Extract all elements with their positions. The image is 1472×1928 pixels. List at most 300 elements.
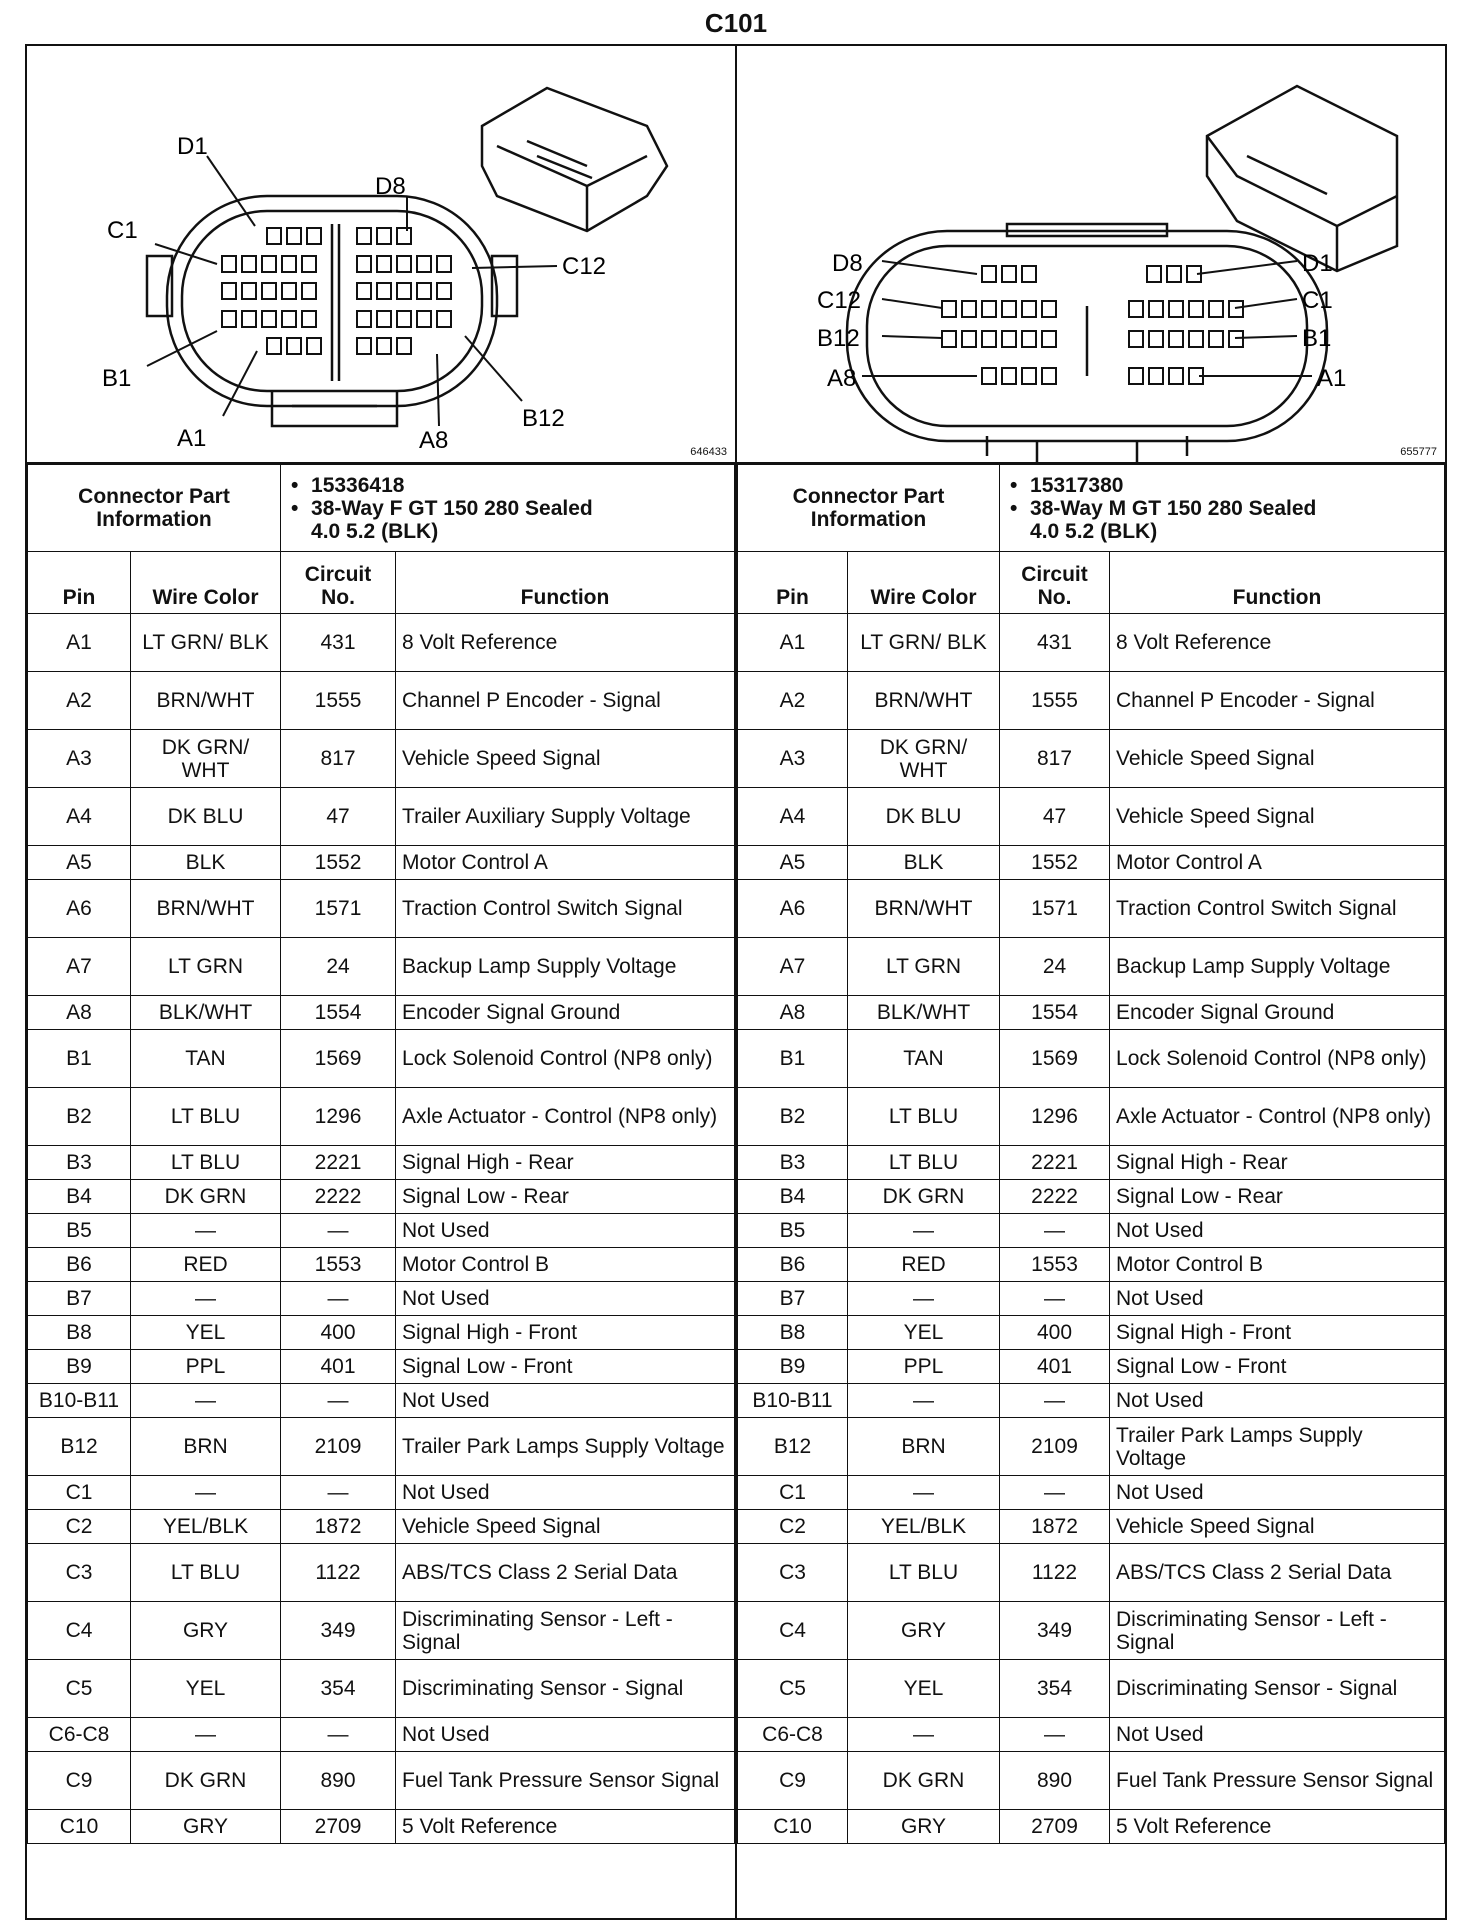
table-row (738, 730, 1445, 788)
circuit-cell: 1872 (1000, 1510, 1110, 1544)
function-cell: Vehicle Speed Signal (396, 730, 735, 788)
table-row (738, 846, 1445, 880)
pin-cavity (1189, 331, 1203, 347)
function-cell: Encoder Signal Ground (396, 996, 735, 1030)
circuit-cell: 1571 (281, 880, 396, 938)
wire-color-cell: BRN/WHT (131, 672, 281, 730)
circuit-cell: 401 (1000, 1350, 1110, 1384)
circuit-cell: 2222 (281, 1180, 396, 1214)
wire-color-cell: YEL (131, 1316, 281, 1350)
circuit-cell: — (1000, 1476, 1110, 1510)
pin-cavity (1002, 368, 1016, 384)
pin-cell: B12 (28, 1418, 131, 1476)
header-pin: Pin (738, 552, 848, 614)
pin-cell: C6-C8 (738, 1718, 848, 1752)
wire-color-cell: BRN (848, 1418, 1000, 1476)
female-connector-drawing (27, 46, 735, 462)
figure-number-right: 655777 (1400, 446, 1437, 458)
function-cell: Signal Low - Front (1110, 1350, 1445, 1384)
circuit-cell: 2221 (1000, 1146, 1110, 1180)
pin-cell: C2 (738, 1510, 848, 1544)
wire-color-cell: LT BLU (848, 1544, 1000, 1602)
label-b1-m: B1 (1302, 325, 1332, 352)
pin-cavity (1209, 331, 1223, 347)
function-cell: Motor Control B (1110, 1248, 1445, 1282)
function-cell: Motor Control B (396, 1248, 735, 1282)
pin-cell: B2 (738, 1088, 848, 1146)
pin-cell: B5 (738, 1214, 848, 1248)
pin-cavity (282, 311, 296, 327)
table-row (28, 1248, 735, 1282)
pin-cell: B4 (738, 1180, 848, 1214)
circuit-cell: 1296 (1000, 1088, 1110, 1146)
connector-part-info (1000, 465, 1445, 552)
pin-cell: C4 (28, 1602, 131, 1660)
function-cell: Discriminating Sensor - Signal (1110, 1660, 1445, 1718)
wire-color-cell: YEL (131, 1660, 281, 1718)
pin-cavity (287, 228, 301, 244)
pin-cavity (282, 283, 296, 299)
female-pin-cavities (222, 228, 451, 354)
pin-cavity (1129, 301, 1143, 317)
table-row (28, 1316, 735, 1350)
pin-cavity (982, 368, 996, 384)
function-cell: Vehicle Speed Signal (396, 1510, 735, 1544)
table-row (738, 1752, 1445, 1810)
function-cell: Motor Control A (1110, 846, 1445, 880)
pin-cell: B6 (28, 1248, 131, 1282)
wire-color-cell: LT BLU (848, 1146, 1000, 1180)
table-row (738, 996, 1445, 1030)
pin-cell: A2 (28, 672, 131, 730)
circuit-cell: 1555 (281, 672, 396, 730)
circuit-cell: 47 (281, 788, 396, 846)
circuit-cell: 1569 (1000, 1030, 1110, 1088)
pin-cavity (1022, 331, 1036, 347)
pinout-rows-male (738, 614, 1445, 1844)
wire-color-cell: — (131, 1384, 281, 1418)
table-row (28, 1282, 735, 1316)
label-c12-m: C12 (817, 287, 862, 314)
table-row (28, 1544, 735, 1602)
wire-color-cell: YEL/BLK (131, 1510, 281, 1544)
pin-cavity (1149, 331, 1163, 347)
function-cell: Traction Control Switch Signal (396, 880, 735, 938)
table-row (738, 1384, 1445, 1418)
pin-cell: A7 (738, 938, 848, 996)
circuit-cell: 400 (281, 1316, 396, 1350)
wire-color-cell: DK GRN/ WHT (848, 730, 1000, 788)
label-c1: C1 (107, 217, 138, 244)
pin-cell: B3 (28, 1146, 131, 1180)
table-row (28, 1810, 735, 1844)
pin-cell: B4 (28, 1180, 131, 1214)
function-cell: Discriminating Sensor - Signal (396, 1660, 735, 1718)
wire-color-cell: DK GRN (131, 1752, 281, 1810)
circuit-cell: 1872 (281, 1510, 396, 1544)
pin-cell: A1 (28, 614, 131, 672)
pin-cavity (1149, 301, 1163, 317)
wire-color-cell: — (131, 1214, 281, 1248)
part-description: • 38-Way F GT 150 280 Sealed (311, 497, 728, 520)
pin-cavity (1149, 368, 1163, 384)
circuit-cell: 24 (1000, 938, 1110, 996)
wire-color-cell: YEL (848, 1660, 1000, 1718)
label-d1: D1 (177, 133, 208, 160)
pin-cavity (982, 331, 996, 347)
pin-cell: B10-B11 (28, 1384, 131, 1418)
pin-cell: B8 (28, 1316, 131, 1350)
connector-part-label: Connector Part Information (738, 465, 1000, 552)
wire-color-cell: LT BLU (131, 1544, 281, 1602)
wire-color-cell: LT GRN/ BLK (131, 614, 281, 672)
pin-cavity (1002, 331, 1016, 347)
figure-number-left: 646433 (690, 446, 727, 458)
pin-cell: A5 (738, 846, 848, 880)
table-row (738, 938, 1445, 996)
pin-cavity (1042, 331, 1056, 347)
pin-cell: A4 (28, 788, 131, 846)
table-row (738, 1660, 1445, 1718)
function-cell: Not Used (1110, 1282, 1445, 1316)
pin-cavity (397, 228, 411, 244)
pin-cavity (262, 283, 276, 299)
function-cell: Fuel Tank Pressure Sensor Signal (1110, 1752, 1445, 1810)
pin-cavity (1169, 331, 1183, 347)
function-cell: Signal High - Front (396, 1316, 735, 1350)
pin-cell: A1 (738, 614, 848, 672)
wire-color-cell: — (131, 1718, 281, 1752)
table-row (28, 1214, 735, 1248)
wire-color-cell: LT BLU (848, 1088, 1000, 1146)
pin-cell: B10-B11 (738, 1384, 848, 1418)
pin-cavity (377, 338, 391, 354)
table-row (28, 1146, 735, 1180)
pin-cell: B5 (28, 1214, 131, 1248)
wire-color-cell: BRN/WHT (848, 672, 1000, 730)
pin-cell: A4 (738, 788, 848, 846)
circuit-cell: 1554 (281, 996, 396, 1030)
wire-color-cell: BRN/WHT (848, 880, 1000, 938)
part-spec: 4.0 5.2 (BLK) (311, 519, 439, 543)
pin-cavity (962, 301, 976, 317)
part-description: • 38-Way M GT 150 280 Sealed (1030, 497, 1438, 520)
table-row (28, 614, 735, 672)
pinout-table-male-container (737, 464, 1445, 1920)
pin-cavity (267, 338, 281, 354)
male-connector-drawing (737, 46, 1443, 462)
wire-color-cell: BRN (131, 1418, 281, 1476)
function-cell: Channel P Encoder - Signal (1110, 672, 1445, 730)
wire-color-cell: BRN/WHT (131, 880, 281, 938)
pin-cavity (1229, 301, 1243, 317)
pin-cavity (417, 283, 431, 299)
circuit-cell: 2221 (281, 1146, 396, 1180)
pin-cell: C9 (738, 1752, 848, 1810)
function-cell: Not Used (1110, 1476, 1445, 1510)
function-cell: Backup Lamp Supply Voltage (396, 938, 735, 996)
function-cell: ABS/TCS Class 2 Serial Data (396, 1544, 735, 1602)
pin-cell: A6 (28, 880, 131, 938)
function-cell: Not Used (396, 1214, 735, 1248)
table-row (738, 1248, 1445, 1282)
table-row (28, 938, 735, 996)
pin-cavity (397, 311, 411, 327)
pin-cavity (222, 311, 236, 327)
pin-cavity (962, 331, 976, 347)
table-row (738, 1350, 1445, 1384)
pin-cell: A3 (738, 730, 848, 788)
pin-cavity (357, 283, 371, 299)
header-circuit-no: Circuit No. (1000, 552, 1110, 614)
circuit-cell: 2709 (281, 1810, 396, 1844)
function-cell: Trailer Auxiliary Supply Voltage (396, 788, 735, 846)
pin-cavity (397, 283, 411, 299)
table-row (738, 1476, 1445, 1510)
function-cell: Not Used (396, 1476, 735, 1510)
wire-color-cell: LT BLU (131, 1146, 281, 1180)
pinout-rows-female (28, 614, 735, 1844)
wire-color-cell: GRY (848, 1602, 1000, 1660)
pin-cavity (222, 256, 236, 272)
function-cell: 8 Volt Reference (1110, 614, 1445, 672)
pin-cell: C2 (28, 1510, 131, 1544)
pin-cavity (1229, 331, 1243, 347)
label-c1-m: C1 (1302, 287, 1333, 314)
header-function: Function (396, 552, 735, 614)
header-circuit-no: Circuit No. (281, 552, 396, 614)
function-cell: Not Used (1110, 1384, 1445, 1418)
function-cell: 5 Volt Reference (396, 1810, 735, 1844)
wire-color-cell: BLK/WHT (848, 996, 1000, 1030)
pin-cell: B12 (738, 1418, 848, 1476)
pin-cavity (437, 311, 451, 327)
pin-cavity (942, 331, 956, 347)
wire-color-cell: — (848, 1214, 1000, 1248)
label-d1-m: D1 (1302, 250, 1333, 277)
wire-color-cell: YEL/BLK (848, 1510, 1000, 1544)
circuit-cell: — (1000, 1282, 1110, 1316)
wire-color-cell: — (131, 1476, 281, 1510)
pin-cell: A8 (28, 996, 131, 1030)
circuit-cell: 2222 (1000, 1180, 1110, 1214)
table-row (28, 1718, 735, 1752)
circuit-cell: — (281, 1214, 396, 1248)
pin-cavity (982, 266, 996, 282)
pin-cavity (942, 301, 956, 317)
table-row (28, 880, 735, 938)
wire-color-cell: — (131, 1282, 281, 1316)
pin-cavity (1169, 368, 1183, 384)
label-d8: D8 (375, 173, 406, 200)
function-cell: Vehicle Speed Signal (1110, 730, 1445, 788)
connector-part-label: Connector Part Information (28, 465, 281, 552)
pin-cavity (357, 256, 371, 272)
pin-cavity (1022, 301, 1036, 317)
circuit-cell: 1569 (281, 1030, 396, 1088)
header-function: Function (1110, 552, 1445, 614)
pinout-table-female-container (27, 464, 737, 1920)
pin-cavity (1189, 301, 1203, 317)
pin-cell: A6 (738, 880, 848, 938)
wire-color-cell: — (848, 1282, 1000, 1316)
pin-cavity (262, 311, 276, 327)
connector-part-info-row (28, 465, 735, 552)
pin-cavity (397, 256, 411, 272)
wire-color-cell: BLK (131, 846, 281, 880)
pin-cavity (302, 311, 316, 327)
wire-color-cell: BLK/WHT (131, 996, 281, 1030)
wire-color-cell: YEL (848, 1316, 1000, 1350)
pin-cavity (982, 301, 996, 317)
label-d8-m: D8 (832, 250, 863, 277)
circuit-cell: — (1000, 1214, 1110, 1248)
pin-cavity (397, 338, 411, 354)
page-title: C101 (704, 8, 768, 38)
function-cell: Fuel Tank Pressure Sensor Signal (396, 1752, 735, 1810)
male-pin-cavities (942, 266, 1243, 384)
pin-cell: B2 (28, 1088, 131, 1146)
table-row (28, 1350, 735, 1384)
function-cell: Signal Low - Front (396, 1350, 735, 1384)
part-spec: 4.0 5.2 (BLK) (1030, 519, 1158, 543)
circuit-cell: 1553 (281, 1248, 396, 1282)
table-row (738, 672, 1445, 730)
pin-cavity (267, 228, 281, 244)
table-header-row (738, 552, 1445, 614)
circuit-cell: 1553 (1000, 1248, 1110, 1282)
connector-part-info (281, 465, 735, 552)
wire-color-cell: — (848, 1718, 1000, 1752)
connector-part-info-row (738, 465, 1445, 552)
pin-cavity (1169, 301, 1183, 317)
table-row (738, 788, 1445, 846)
wire-color-cell: RED (131, 1248, 281, 1282)
table-row (28, 672, 735, 730)
part-number: • 15336418 (311, 474, 728, 497)
pin-cell: B6 (738, 1248, 848, 1282)
pin-cavity (1002, 301, 1016, 317)
function-cell: Discriminating Sensor - Left - Signal (396, 1602, 735, 1660)
function-cell: ABS/TCS Class 2 Serial Data (1110, 1544, 1445, 1602)
table-row (738, 880, 1445, 938)
table-row (738, 1810, 1445, 1844)
function-cell: Encoder Signal Ground (1110, 996, 1445, 1030)
header-wire-color: Wire Color (848, 552, 1000, 614)
pin-cell: C1 (738, 1476, 848, 1510)
function-cell: Signal High - Rear (396, 1146, 735, 1180)
circuit-cell: 1555 (1000, 672, 1110, 730)
table-row (738, 1718, 1445, 1752)
pin-cell: B7 (738, 1282, 848, 1316)
label-a8: A8 (419, 427, 449, 454)
circuit-cell: — (281, 1476, 396, 1510)
function-cell: Not Used (396, 1282, 735, 1316)
wire-color-cell: DK GRN (848, 1752, 1000, 1810)
pin-cell: C3 (28, 1544, 131, 1602)
table-row (28, 788, 735, 846)
pin-cell: C10 (738, 1810, 848, 1844)
wire-color-cell: LT GRN (131, 938, 281, 996)
wire-color-cell: RED (848, 1248, 1000, 1282)
table-row (28, 1510, 735, 1544)
function-cell: Traction Control Switch Signal (1110, 880, 1445, 938)
wire-color-cell: — (848, 1384, 1000, 1418)
pinout-table-male (737, 464, 1445, 1844)
wire-color-cell: DK GRN (848, 1180, 1000, 1214)
circuit-cell: 354 (281, 1660, 396, 1718)
pin-cell: B3 (738, 1146, 848, 1180)
connector-diagram-female (27, 46, 737, 464)
table-row (28, 1752, 735, 1810)
function-cell: Signal Low - Rear (1110, 1180, 1445, 1214)
pin-cell: C5 (28, 1660, 131, 1718)
function-cell: Axle Actuator - Control (NP8 only) (1110, 1088, 1445, 1146)
table-header-row (28, 552, 735, 614)
circuit-cell: 1552 (1000, 846, 1110, 880)
wire-color-cell: TAN (131, 1030, 281, 1088)
pin-cell: B9 (738, 1350, 848, 1384)
circuit-cell: 1552 (281, 846, 396, 880)
pin-cavity (1042, 301, 1056, 317)
pin-cavity (262, 256, 276, 272)
pin-cell: C9 (28, 1752, 131, 1810)
circuit-cell: 817 (1000, 730, 1110, 788)
circuit-cell: 401 (281, 1350, 396, 1384)
pin-cavity (377, 256, 391, 272)
function-cell: Signal High - Front (1110, 1316, 1445, 1350)
pin-cell: B1 (28, 1030, 131, 1088)
connector-sheet (25, 44, 1447, 1920)
circuit-cell: 354 (1000, 1660, 1110, 1718)
circuit-cell: 2109 (281, 1418, 396, 1476)
table-row (738, 1602, 1445, 1660)
table-row (738, 1030, 1445, 1088)
header-wire-color: Wire Color (131, 552, 281, 614)
wire-color-cell: PPL (131, 1350, 281, 1384)
circuit-cell: 47 (1000, 788, 1110, 846)
pin-cavity (1129, 368, 1143, 384)
table-row (738, 1282, 1445, 1316)
wire-color-cell: PPL (848, 1350, 1000, 1384)
wire-color-cell: DK GRN (131, 1180, 281, 1214)
pin-cavity (242, 256, 256, 272)
table-row (28, 1180, 735, 1214)
wire-color-cell: LT GRN/ BLK (848, 614, 1000, 672)
table-row (28, 1030, 735, 1088)
pin-cavity (1167, 266, 1181, 282)
circuit-cell: 1296 (281, 1088, 396, 1146)
table-row (738, 1316, 1445, 1350)
function-cell: Discriminating Sensor - Left - Signal (1110, 1602, 1445, 1660)
pin-cell: C3 (738, 1544, 848, 1602)
function-cell: Backup Lamp Supply Voltage (1110, 938, 1445, 996)
pin-cavity (307, 228, 321, 244)
table-row (738, 1180, 1445, 1214)
wire-color-cell: GRY (131, 1810, 281, 1844)
pin-cavity (357, 228, 371, 244)
circuit-cell: 1554 (1000, 996, 1110, 1030)
circuit-cell: — (1000, 1384, 1110, 1418)
pin-cavity (242, 283, 256, 299)
pin-cell: A7 (28, 938, 131, 996)
circuit-cell: — (281, 1718, 396, 1752)
circuit-cell: 431 (281, 614, 396, 672)
pin-cavity (307, 338, 321, 354)
pin-cavity (377, 311, 391, 327)
wire-color-cell: DK BLU (131, 788, 281, 846)
function-cell: Trailer Park Lamps Supply Voltage (396, 1418, 735, 1476)
